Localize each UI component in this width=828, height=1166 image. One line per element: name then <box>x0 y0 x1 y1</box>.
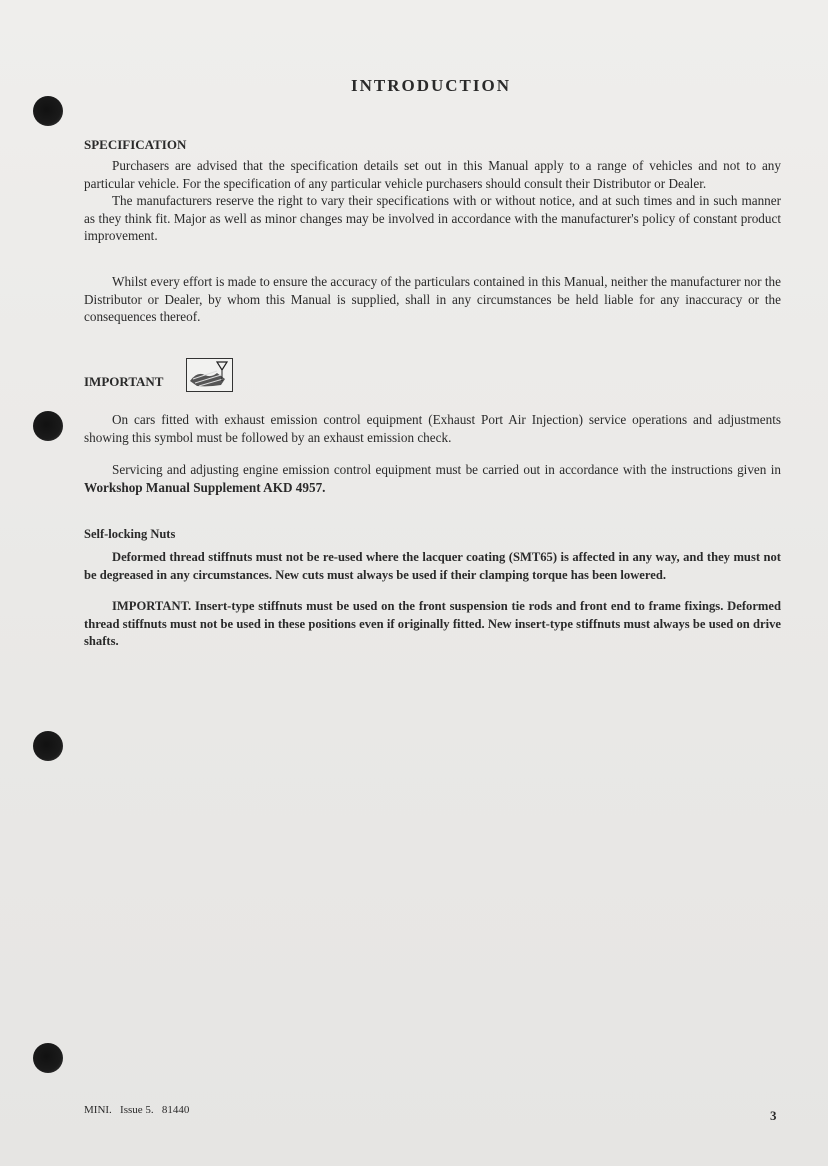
supplement-reference: Workshop Manual Supplement AKD 4957. <box>84 479 326 495</box>
liability-paragraph: Whilst every effort is made to ensure the accuracy of the particulars contained in this Manual, neither the manufacturer nor the Distributor or Dealer, by whom this Manual is supplied, shall in any circumstances be held liable for any inaccuracy or the consequences thereof. <box>84 274 781 324</box>
self-locking-heading: Self-locking Nuts <box>84 527 176 541</box>
footer-issue: MINI. Issue 5. 81440 <box>84 1104 190 1116</box>
specification-text <box>84 157 781 245</box>
liability-text <box>84 273 781 326</box>
emission-check-symbol-icon <box>186 358 233 392</box>
page-number: 3 <box>770 1108 777 1123</box>
self-locking-text <box>84 549 781 584</box>
punch-hole <box>33 411 63 441</box>
self-locking-paragraph-1: Deformed thread stiffnuts must not be re-used where the lacquer coating (SMT65) is affected in any way, and they must not be degreased in any circumstances. New cuts must always be used if their clamping torque has been lowered. <box>84 550 781 582</box>
important-paragraph-1: On cars fitted with exhaust emission control equipment (Exhaust Port Air Injection) service operations and adjustments showing this symbol must be followed by an exhaust emission check. <box>84 412 781 445</box>
page-title: INTRODUCTION <box>350 76 512 95</box>
important-text-2 <box>84 461 781 496</box>
self-locking-important-text <box>84 598 781 651</box>
important-heading: IMPORTANT <box>84 374 164 389</box>
specification-paragraph-2: The manufacturers reserve the right to vary their specifications with or without notice, and at such times and in such manner as they think fit. Major as well as minor changes may be involved in accordance with the manufacturer's policy of constant product improvement. <box>84 193 781 243</box>
specification-heading: SPECIFICATION <box>84 137 187 152</box>
specification-paragraph-1: Purchasers are advised that the specification details set out in this Manual apply to a range of vehicles and not to any particular vehicle. For the specification of any particular vehicle purchasers should consult their Distributor or Dealer. <box>84 158 781 191</box>
punch-hole <box>33 731 63 761</box>
punch-hole <box>33 96 63 126</box>
self-locking-paragraph-2: IMPORTANT. Insert-type stiffnuts must be used on the front suspension tie rods and front end to frame fixings. Deformed thread stiffnuts must not be used in these positions even if originally fitted. New insert-type stiffnuts must always be used on drive shafts. <box>84 599 781 648</box>
important-paragraph-2-text: Servicing and adjusting engine emission control equipment must be carried out in accordance with the instructions given in <box>112 462 781 477</box>
important-paragraph-2 <box>84 461 781 496</box>
important-text <box>84 411 781 446</box>
punch-hole <box>33 1043 63 1073</box>
